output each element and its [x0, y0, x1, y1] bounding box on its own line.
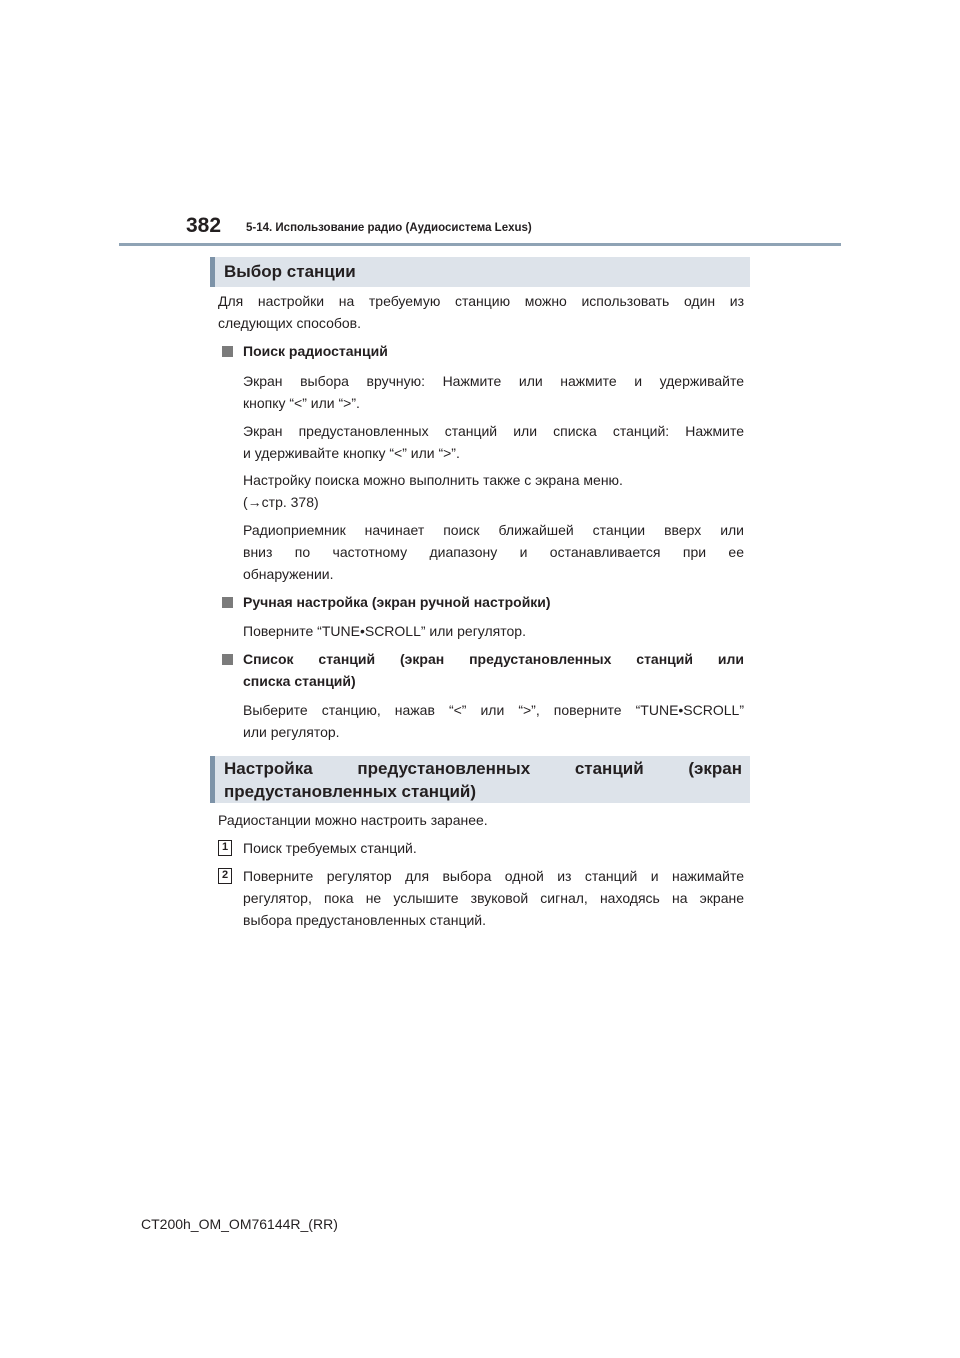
subheading-seek: Поиск радиостанций: [243, 343, 388, 359]
intro-line-2: следующих способов.: [218, 315, 361, 331]
step-number-badge: 2: [218, 868, 232, 884]
seek-para-3-line-1: Настройку поиска можно выполнить также с экрана меню.: [243, 472, 623, 488]
document-code: CT200h_OM_OM76144R_(RR): [141, 1216, 338, 1232]
seek-para-4-line-1: Радиоприемник начинает поиск ближайшей станции вверх или: [243, 522, 744, 538]
section-heading-text: Выбор станции: [224, 262, 356, 281]
step-2-line-1: Поверните регулятор для выбора одной из станций и нажимайте: [243, 868, 744, 884]
section-heading-presets: [210, 756, 750, 803]
step-1-text: Поиск требуемых станций.: [243, 840, 417, 856]
intro-line-1: Для настройки на требуемую станцию можно использовать один из: [218, 293, 744, 309]
list-para-line-1: Выберите станцию, нажав “<” или “>”, поверните “TUNE•SCROLL”: [243, 702, 744, 718]
seek-para-2-line-1: Экран предустановленных станций или списка станций: Нажмите: [243, 423, 744, 439]
subheading-list-line-1: Список станций (экран предустановленных станций или: [243, 651, 744, 667]
bullet-square-icon: [222, 654, 233, 665]
seek-para-1-line-1: Экран выбора вручную: Нажмите или нажмите и удерживайте: [243, 373, 744, 389]
section-heading-text-line-2: предустановленных станций): [224, 782, 477, 801]
list-para-line-2: или регулятор.: [243, 724, 340, 740]
subheading-list-line-2: списка станций): [243, 673, 356, 689]
seek-para-4-line-2: вниз по частотному диапазону и останавливается при ее: [243, 544, 744, 560]
presets-intro: Радиостанции можно настроить заранее.: [218, 812, 488, 828]
section-heading-station-select: [210, 257, 750, 287]
page-number: 382: [186, 214, 222, 237]
manual-para: Поверните “TUNE•SCROLL” или регулятор.: [243, 623, 526, 639]
step-2-line-2: регулятор, пока не услышите звуковой сигнал, находясь на экране: [243, 890, 744, 906]
header-divider: [119, 243, 841, 246]
chapter-title: 5-14. Использование радио (Аудиосистема Lexus): [246, 222, 532, 234]
page-reference: (→стр. 378): [243, 494, 319, 510]
subheading-manual: Ручная настройка (экран ручной настройки): [243, 594, 551, 610]
seek-para-2-line-2: и удерживайте кнопку “<” или “>”.: [243, 445, 460, 461]
step-2-line-3: выбора предустановленных станций.: [243, 912, 486, 928]
seek-para-1-line-2: кнопку “<” или “>”.: [243, 395, 360, 411]
section-heading-text-line-1: Настройка предустановленных станций (экран: [224, 759, 742, 778]
bullet-square-icon: [222, 597, 233, 608]
bullet-square-icon: [222, 346, 233, 357]
step-number-badge: 1: [218, 840, 232, 856]
seek-para-4-line-3: обнаружении.: [243, 566, 334, 582]
